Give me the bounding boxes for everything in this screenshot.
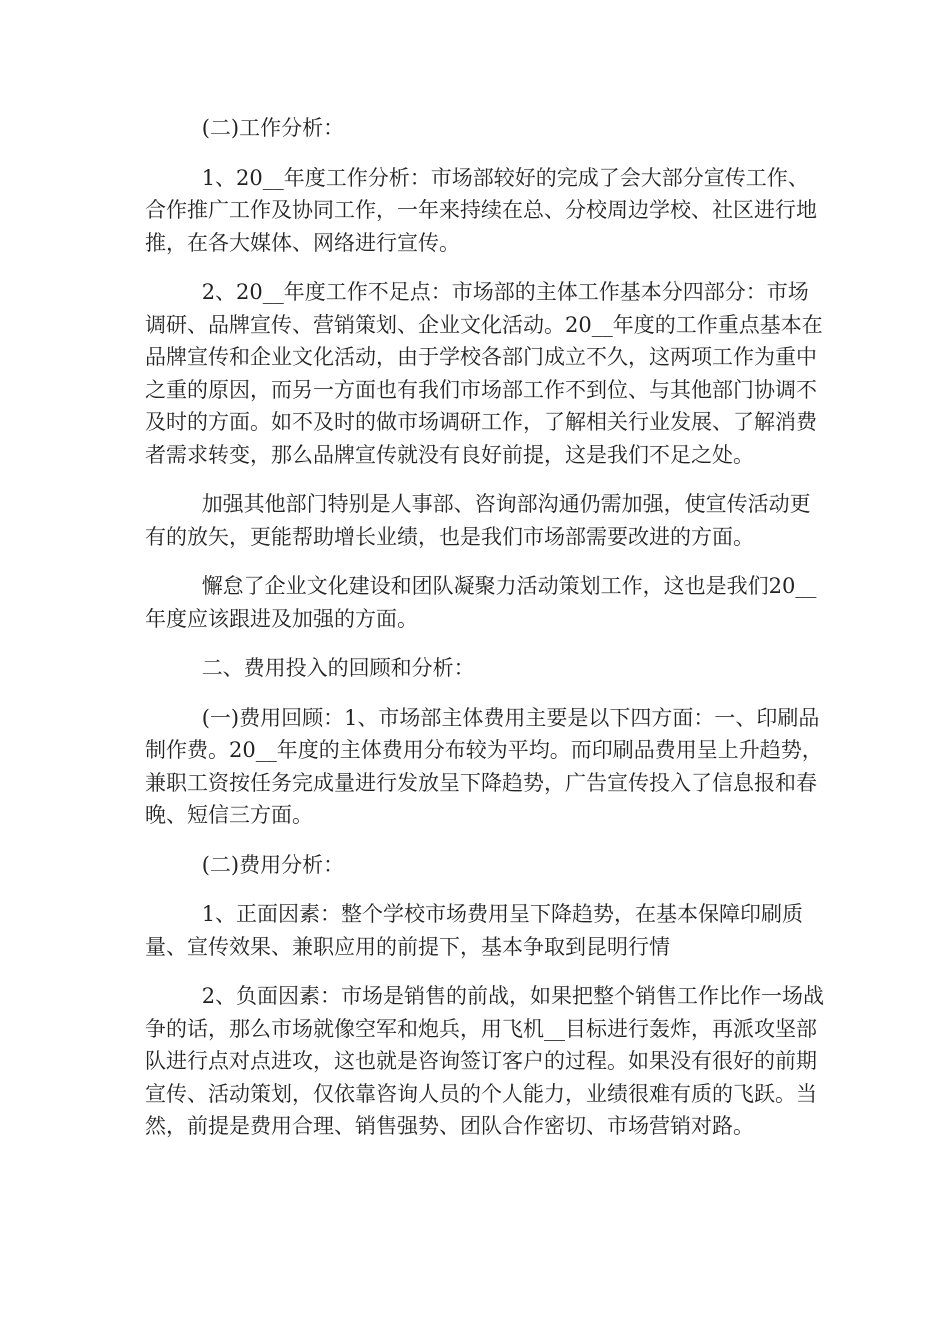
- paragraph-positive-factors: 1、正面因素：整个学校市场费用呈下降趋势，在基本保障印刷质量、宣传效果、兼职应用的前提下，基本争取到昆明行情: [145, 902, 804, 959]
- document-body: [145, 112, 825, 1143]
- paragraph-cost-review: (一)费用回顾：1、市场部主体费用主要是以下四方面：一、印刷品制作费。20__年度的主体费用分布较为平均。而印刷品费用呈上升趋势，兼职工资按任务完成量进行发放呈下降趋势，广告宣传投入了信息报和春晚、短信三方面。: [145, 705, 823, 827]
- paragraph-annual-work-analysis: 1、20__年度工作分析：市场部较好的完成了会大部分宣传工作、合作推广工作及协同工作，一年来持续在总、分校周边学校、社区进行地推，在各大媒体、网络进行宣传。: [145, 165, 817, 255]
- paragraph-cost-review-heading: 二、费用投入的回顾和分析：: [201, 656, 475, 680]
- paragraph-work-shortcomings: 2、20__年度工作不足点：市场部的主体工作基本分四部分：市场调研、品牌宣传、营销策划、企业文化活动。20__年度的工作重点基本在品牌宣传和企业文化活动，由于学校各部门成立不久，这两项工作为重中之重的原因，而另一方面也有我们市场部工作不到位、与其他部门协调不及时的方面。如不及时的做市场调研工作，了解相关行业发展、了解消费者需求转变，那么品牌宣传就没有良好前提，这是我们不足之处。: [145, 280, 823, 467]
- paragraph-strengthen-communication: 加强其他部门特别是人事部、咨询部沟通仍需加强，使宣传活动更有的放矢，更能帮助增长业绩，也是我们市场部需要改进的方面。: [145, 492, 811, 549]
- paragraph-culture-building: 懈怠了企业文化建设和团队凝聚力活动策划工作，这也是我们20__年度应该跟进及加强的方面。: [145, 574, 817, 631]
- paragraph-cost-analysis-heading: (二)费用分析：: [201, 852, 345, 877]
- paragraph-negative-factors: 2、负面因素：市场是销售的前战，如果把整个销售工作比作一场战争的话，那么市场就像空军和炮兵，用飞机__目标进行轰炸，再派攻坚部队进行点对点进攻，这也就是咨询签订客户的过程。如果没有很好的前期宣传、活动策划，仅依靠咨询人员的个人能力，业绩很难有质的飞跃。当然，前提是费用合理、销售强势、团队合作密切、市场营销对路。: [145, 984, 825, 1138]
- paragraph-work-analysis-heading: (二)工作分析：: [201, 116, 345, 140]
